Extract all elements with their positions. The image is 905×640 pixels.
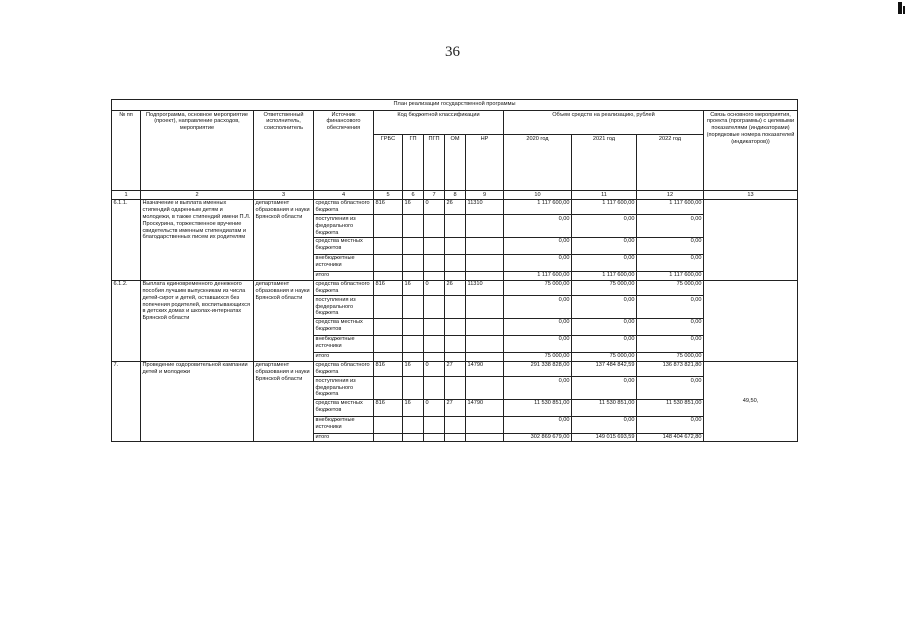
code-grbs [374,377,403,399]
funding-source: поступления из федерального бюджета [314,215,374,237]
amount-2021: 0,00 [572,237,637,254]
code-pgp: 0 [424,199,445,215]
column-number: 1 [112,191,141,200]
amount-2021: 0,00 [572,416,637,433]
amount-2020: 0,00 [504,296,572,318]
code-nr: 14790 [466,361,504,377]
section-number: 6.1.2. [112,280,141,361]
code-grbs [374,433,403,442]
header-responsible: Ответственный исполнитель, соисполнитель [254,111,314,191]
section-number: 7. [112,361,141,442]
code-nr: 11310 [466,280,504,296]
funding-source: внебюджетные источники [314,254,374,271]
code-om [445,335,466,352]
column-number: 11 [572,191,637,200]
section-responsible: департамент образования и науки Брянской области [254,199,314,280]
code-pgp [424,237,445,254]
section-title: Проведение оздоровительной кампании детей и молодежи [141,361,254,442]
code-pgp: 0 [424,361,445,377]
amount-2021: 0,00 [572,318,637,335]
column-number: 5 [374,191,403,200]
code-pgp [424,433,445,442]
amount-2020: 0,00 [504,377,572,399]
header-grbs: ГРБС [374,135,403,191]
amount-2022: 0,00 [637,377,704,399]
amount-2020: 0,00 [504,237,572,254]
code-gp [403,433,424,442]
code-nr [466,318,504,335]
table-title: План реализации государственной программы [112,100,798,111]
code-om [445,296,466,318]
code-pgp [424,318,445,335]
code-om [445,352,466,361]
code-gp: 16 [403,280,424,296]
code-om: 27 [445,399,466,416]
column-number: 13 [704,191,798,200]
funding-source: средства областного бюджета [314,199,374,215]
code-grbs [374,237,403,254]
amount-2022: 0,00 [637,254,704,271]
code-grbs: 816 [374,399,403,416]
code-nr [466,433,504,442]
code-gp: 16 [403,399,424,416]
column-number: 8 [445,191,466,200]
funding-source: итого [314,352,374,361]
amount-2022: 0,00 [637,215,704,237]
amount-2021: 75 000,00 [572,352,637,361]
code-gp [403,377,424,399]
amount-2022: 75 000,00 [637,352,704,361]
code-nr: 11310 [466,199,504,215]
amount-2020: 291 338 828,00 [504,361,572,377]
amount-2021: 0,00 [572,296,637,318]
column-number: 6 [403,191,424,200]
amount-2022: 148 404 672,80 [637,433,704,442]
amount-2020: 75 000,00 [504,352,572,361]
code-grbs [374,254,403,271]
code-pgp [424,352,445,361]
code-gp [403,296,424,318]
amount-2021: 1 117 600,00 [572,199,637,215]
code-gp: 16 [403,199,424,215]
amount-2021: 0,00 [572,215,637,237]
table-row [112,199,798,215]
section-responsible: департамент образования и науки Брянской области [254,280,314,361]
indicator-link: 49,50, [704,361,798,442]
code-om [445,237,466,254]
amount-2022: 0,00 [637,296,704,318]
table-row [112,361,798,377]
code-om: 27 [445,361,466,377]
code-pgp [424,215,445,237]
code-pgp [424,416,445,433]
code-grbs: 816 [374,280,403,296]
code-nr [466,215,504,237]
header-om: ОМ [445,135,466,191]
code-pgp [424,296,445,318]
amount-2022: 0,00 [637,318,704,335]
program-plan-table [111,99,798,442]
code-gp [403,352,424,361]
header-gp: ГП [403,135,424,191]
header-2022: 2022 год [637,135,704,191]
amount-2021: 1 117 600,00 [572,271,637,280]
code-gp [403,416,424,433]
column-number: 4 [314,191,374,200]
code-gp [403,215,424,237]
code-grbs [374,416,403,433]
section-responsible: департамент образования и науки Брянской области [254,361,314,442]
amount-2021: 75 000,00 [572,280,637,296]
code-pgp: 0 [424,280,445,296]
code-nr: 14790 [466,399,504,416]
funding-source: поступления из федерального бюджета [314,377,374,399]
code-om [445,433,466,442]
header-program: Подпрограмма, основное мероприятие (проект), направление расходов, мероприятие [141,111,254,191]
code-grbs [374,271,403,280]
amount-2020: 1 117 600,00 [504,199,572,215]
amount-2020: 0,00 [504,416,572,433]
code-om: 26 [445,280,466,296]
funding-source: средства областного бюджета [314,361,374,377]
column-number-row [112,191,798,200]
code-om [445,377,466,399]
code-nr [466,377,504,399]
code-gp [403,335,424,352]
code-gp [403,237,424,254]
indicator-link [704,280,798,361]
code-om [445,318,466,335]
indicator-link [704,199,798,280]
code-pgp [424,335,445,352]
code-gp: 16 [403,361,424,377]
funding-source: средства местных бюджетов [314,237,374,254]
header-budget-code: Код бюджетной классификации [374,111,504,135]
amount-2022: 136 873 821,80 [637,361,704,377]
amount-2022: 0,00 [637,237,704,254]
code-grbs: 816 [374,199,403,215]
code-pgp: 0 [424,399,445,416]
scan-edge-mark [898,2,902,14]
amount-2021: 0,00 [572,377,637,399]
code-grbs [374,296,403,318]
column-number: 9 [466,191,504,200]
column-number: 2 [141,191,254,200]
amount-2020: 302 869 679,00 [504,433,572,442]
header-nr: НР [466,135,504,191]
funding-source: внебюджетные источники [314,335,374,352]
section-number: 6.1.1. [112,199,141,280]
header-volume: Объем средств на реализацию, рублей [504,111,704,135]
header-2020: 2020 год [504,135,572,191]
code-nr [466,352,504,361]
header-source: Источник финансового обеспечения [314,111,374,191]
code-pgp [424,254,445,271]
code-gp [403,254,424,271]
amount-2022: 1 117 600,00 [637,271,704,280]
code-om: 26 [445,199,466,215]
code-nr [466,271,504,280]
code-grbs [374,335,403,352]
amount-2020: 0,00 [504,335,572,352]
code-nr [466,416,504,433]
code-nr [466,254,504,271]
header-2021: 2021 год [572,135,637,191]
amount-2021: 0,00 [572,335,637,352]
code-nr [466,237,504,254]
amount-2020: 0,00 [504,318,572,335]
amount-2022: 11 530 851,00 [637,399,704,416]
code-grbs [374,318,403,335]
code-om [445,416,466,433]
amount-2020: 1 117 600,00 [504,271,572,280]
code-om [445,271,466,280]
column-number: 7 [424,191,445,200]
amount-2022: 0,00 [637,335,704,352]
table-row [112,280,798,296]
amount-2021: 11 530 851,00 [572,399,637,416]
code-grbs [374,215,403,237]
amount-2022: 75 000,00 [637,280,704,296]
code-om [445,254,466,271]
code-pgp [424,377,445,399]
code-gp [403,318,424,335]
code-grbs [374,352,403,361]
amount-2020: 11 530 851,00 [504,399,572,416]
funding-source: средства местных бюджетов [314,399,374,416]
amount-2020: 0,00 [504,254,572,271]
page-number: 36 [445,44,460,60]
header-link: Связь основного мероприятия, проекта (программы) с целевыми показателями (индикаторами) (порядковые номера показателей (индикаторов)) [704,111,798,191]
header-num: № пп [112,111,141,191]
code-nr [466,335,504,352]
column-number: 3 [254,191,314,200]
column-number: 12 [637,191,704,200]
amount-2020: 75 000,00 [504,280,572,296]
amount-2022: 0,00 [637,416,704,433]
code-om [445,215,466,237]
amount-2021: 0,00 [572,254,637,271]
amount-2020: 0,00 [504,215,572,237]
amount-2021: 149 015 693,59 [572,433,637,442]
funding-source: средства местных бюджетов [314,318,374,335]
section-title: Назначение и выплата именных стипендий одаренным детям и молодежи, в также стипендий имени П.Л. Проскурина, торжественное вручение свидетельств именным стипендиатам и благодарственных писем их родителям [141,199,254,280]
funding-source: средства областного бюджета [314,280,374,296]
funding-source: поступления из федерального бюджета [314,296,374,318]
funding-source: итого [314,271,374,280]
amount-2022: 1 117 600,00 [637,199,704,215]
column-number: 10 [504,191,572,200]
code-nr [466,296,504,318]
header-pgp: ПГП [424,135,445,191]
code-grbs: 816 [374,361,403,377]
funding-source: итого [314,433,374,442]
code-pgp [424,271,445,280]
amount-2021: 137 484 842,59 [572,361,637,377]
funding-source: внебюджетные источники [314,416,374,433]
code-gp [403,271,424,280]
section-title: Выплата единовременного денежного пособия лучшим выпускникам из числа детей-сирот и детей, оставшихся без попечения родителей, воспитывающихся в детских домах и школах-интернатах Брянской области [141,280,254,361]
